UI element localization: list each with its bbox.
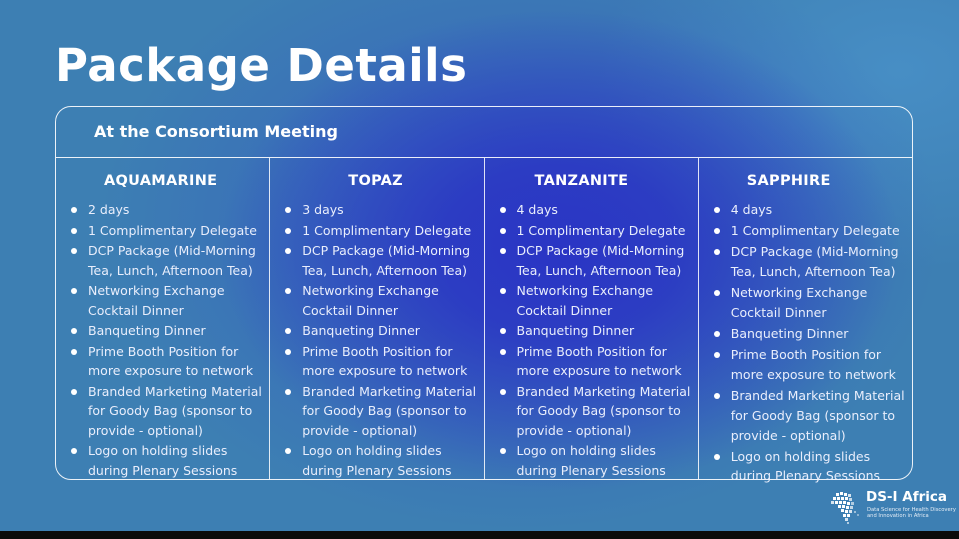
list-item: 2 days xyxy=(68,200,265,220)
list-item: DCP Package (Mid-Morning Tea, Lunch, Afternoon Tea) xyxy=(497,241,694,280)
list-item: DCP Package (Mid-Morning Tea, Lunch, Afternoon Tea) xyxy=(282,241,479,280)
list-item: DCP Package (Mid-Morning Tea, Lunch, Afternoon Tea) xyxy=(68,241,265,280)
list-item: Networking Exchange Cocktail Dinner xyxy=(68,281,265,320)
list-item: Banqueting Dinner xyxy=(282,321,479,341)
list-item: 1 Complimentary Delegate xyxy=(282,221,479,241)
feature-list xyxy=(711,200,908,486)
ds-i-africa-logo xyxy=(826,487,956,531)
list-item: Logo on holding slides during Plenary Sessions xyxy=(68,441,265,480)
list-item: Networking Exchange Cocktail Dinner xyxy=(497,281,694,320)
feature-list xyxy=(68,200,265,480)
package-column-topaz xyxy=(270,158,484,479)
list-item: Banqueting Dinner xyxy=(711,324,908,344)
list-item: DCP Package (Mid-Morning Tea, Lunch, Afternoon Tea) xyxy=(711,242,908,282)
list-item: 1 Complimentary Delegate xyxy=(497,221,694,241)
page-title: Package Details xyxy=(55,39,468,92)
packages-panel xyxy=(55,106,913,484)
list-item: 4 days xyxy=(711,200,908,220)
panel-title: At the Consortium Meeting xyxy=(94,122,338,141)
list-item: 3 days xyxy=(282,200,479,220)
package-columns xyxy=(56,158,912,484)
package-name: AQUAMARINE xyxy=(104,173,218,189)
list-item: Prime Booth Position for more exposure to network xyxy=(68,342,265,381)
list-item: 1 Complimentary Delegate xyxy=(68,221,265,241)
package-name: SAPPHIRE xyxy=(746,173,831,189)
logo-name: DS-I Africa xyxy=(866,489,947,505)
logo-tagline: Data Science for Health Discovery and Innovation in Africa xyxy=(867,507,956,520)
list-item: Branded Marketing Material for Goody Bag (sponsor to provide - optional) xyxy=(68,382,265,441)
list-item: Banqueting Dinner xyxy=(68,321,265,341)
list-item: Logo on holding slides during Plenary Sessions xyxy=(711,447,908,487)
package-name: TANZANITE xyxy=(534,173,629,189)
africa-pixel-map-icon xyxy=(826,489,866,529)
panel-header xyxy=(56,107,912,158)
package-name: TOPAZ xyxy=(348,173,403,189)
list-item: Branded Marketing Material for Goody Bag (sponsor to provide - optional) xyxy=(282,382,479,441)
feature-list xyxy=(497,200,694,480)
package-column-aquamarine xyxy=(56,158,270,479)
list-item: Banqueting Dinner xyxy=(497,321,694,341)
list-item: Prime Booth Position for more exposure to network xyxy=(711,345,908,385)
list-item: 1 Complimentary Delegate xyxy=(711,221,908,241)
package-column-sapphire xyxy=(699,158,912,484)
list-item: Prime Booth Position for more exposure to network xyxy=(282,342,479,381)
list-item: 4 days xyxy=(497,200,694,220)
list-item: Logo on holding slides during Plenary Sessions xyxy=(282,441,479,480)
list-item: Logo on holding slides during Plenary Sessions xyxy=(497,441,694,480)
list-item: Networking Exchange Cocktail Dinner xyxy=(711,283,908,323)
list-item: Branded Marketing Material for Goody Bag (sponsor to provide - optional) xyxy=(711,386,908,445)
list-item: Prime Booth Position for more exposure to network xyxy=(497,342,694,381)
feature-list xyxy=(282,200,479,480)
bottom-bar xyxy=(0,531,959,539)
list-item: Networking Exchange Cocktail Dinner xyxy=(282,281,479,320)
list-item: Branded Marketing Material for Goody Bag (sponsor to provide - optional) xyxy=(497,382,694,441)
package-column-tanzanite xyxy=(485,158,699,479)
